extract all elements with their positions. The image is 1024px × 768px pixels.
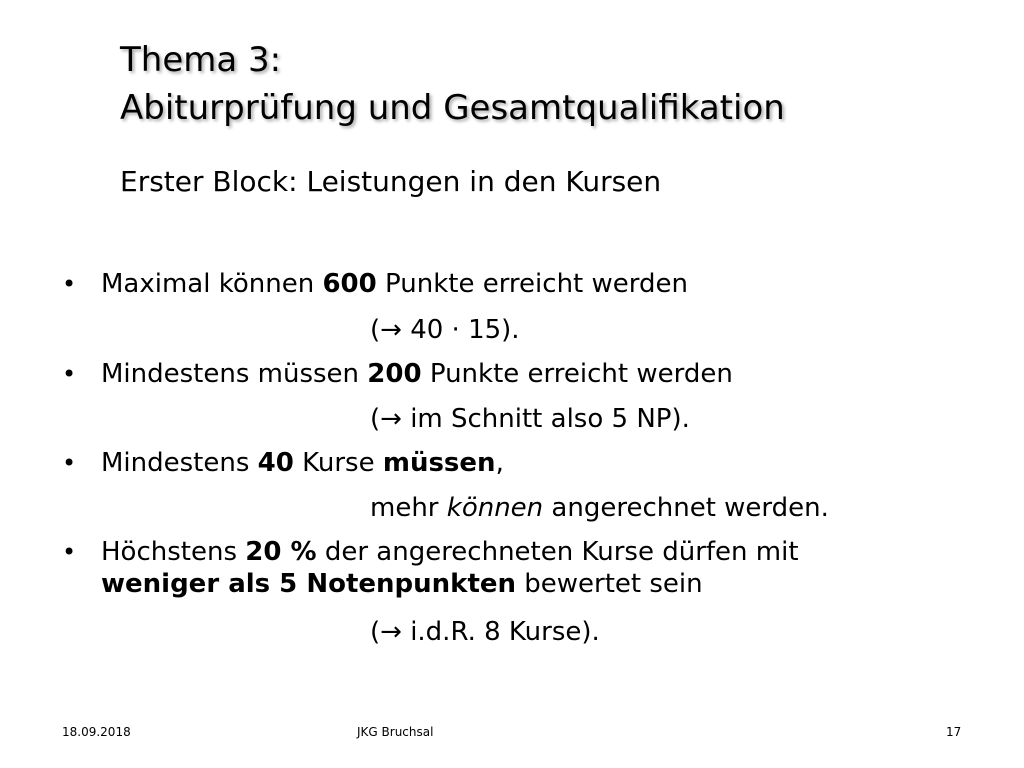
slide-title [120, 36, 785, 132]
footer-date: 18.09.2018 [62, 725, 131, 739]
bullet-marker: • [62, 538, 77, 566]
bullet-3-mid: Kurse [293, 448, 383, 478]
title-line-1: Thema 3: [120, 40, 282, 80]
bullet-4-continuation: (→ i.d.R. 8 Kurse). [370, 617, 600, 647]
bullet-4-text-line-2 [101, 566, 703, 602]
bullet-marker: • [62, 360, 77, 388]
bullet-4-bold-2: weniger als 5 Notenpunkten [101, 569, 517, 599]
slide-subtitle: Erster Block: Leistungen in den Kursen [120, 165, 662, 198]
bullet-3-bold-2: müssen [382, 448, 496, 478]
bullet-1-pre: Maximal können [101, 269, 323, 299]
bullet-3-post: , [495, 448, 504, 478]
bullet-3-cont-italic: können [446, 493, 544, 523]
bullet-4-post-1: der angerechneten Kurse dürfen mit [316, 537, 799, 567]
bullet-3-cont-post: angerechnet werden. [543, 493, 829, 523]
bullet-1-post: Punkte erreicht werden [376, 269, 688, 299]
bullet-4-post-2: bewertet sein [516, 569, 703, 599]
bullet-1-continuation: (→ 40 · 15). [370, 315, 520, 345]
bullet-2-continuation: (→ im Schnitt also 5 NP). [370, 404, 690, 434]
bullet-3-bold-1: 40 [257, 448, 294, 478]
bullet-2-pre: Mindestens müssen [101, 359, 368, 389]
bullet-2-text [101, 356, 733, 392]
bullet-1-bold: 600 [322, 269, 377, 299]
bullet-3-cont-pre: mehr [370, 493, 447, 523]
bullet-3-text [101, 445, 504, 481]
bullet-1-text [101, 266, 688, 302]
bullet-marker: • [62, 449, 77, 477]
bullet-4-text [101, 534, 799, 570]
bullet-4-pre: Höchstens [101, 537, 246, 567]
footer-page-number: 17 [946, 725, 962, 739]
bullet-2-bold: 200 [367, 359, 422, 389]
title-line-2: Abiturprüfung und Gesamtqualifikation [120, 88, 785, 128]
bullet-3-continuation [370, 490, 829, 526]
bullet-3-pre: Mindestens [101, 448, 258, 478]
bullet-2-post: Punkte erreicht werden [421, 359, 733, 389]
bullet-marker: • [62, 270, 77, 298]
bullet-4-bold-1: 20 % [245, 537, 317, 567]
footer-center: JKG Bruchsal [357, 725, 434, 739]
